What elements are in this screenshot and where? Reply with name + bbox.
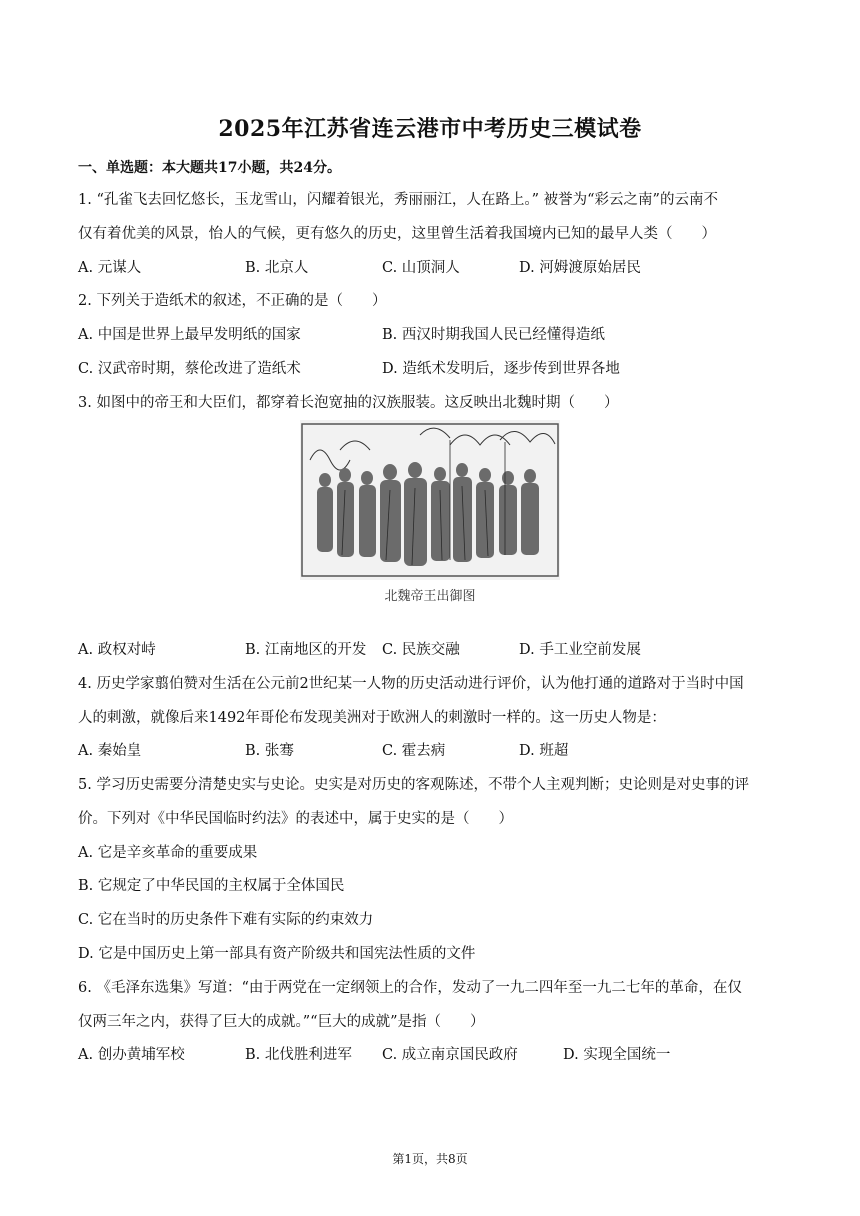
question-3-line-1: 3. 如图中的帝王和大臣们，都穿着长泡宽抽的汉族服装。这反映出北魏时期（ ） [78,395,619,411]
question-4-option-c: C. 霍去病 [382,743,446,759]
question-6-option-c: C. 成立南京国民政府 [382,1047,518,1063]
question-1-option-a: A. 元谋人 [78,260,142,276]
question-4-option-d: D. 班超 [519,743,569,759]
question-6-line-2: 仅两三年之内，获得了巨大的成就。”“巨大的成就”是指（ ） [78,1014,485,1030]
question-3-option-d: D. 手工业空前发展 [519,642,641,658]
question-1-line-1: 1. “孔雀飞去回忆悠长，玉龙雪山，闪耀着银光，秀丽丽江，人在路上。” 被誉为“彩云之南”的云南不 [78,192,718,208]
question-4-option-a: A. 秦始皇 [78,743,142,759]
relief-illustration [300,420,560,610]
question-5-option-b: B. 它规定了中华民国的主权属于全体国民 [78,878,345,894]
question-5-line-1: 5. 学习历史需要分清楚史实与史论。史实是对历史的客观陈述，不带个人主观判断；史论则是对史事的评 [78,777,749,793]
page-title: 2025年江苏省连云港市中考历史三模试卷 [218,116,642,142]
section-heading: 一、单选题：本大题共17小题，共24分。 [78,160,341,176]
question-6-line-1: 6. 《毛泽东选集》写道：“由于两党在一定纲领上的合作，发动了一九二四年至一九二七年的革命，在仅 [78,980,742,996]
question-1-option-d: D. 河姆渡原始居民 [519,260,641,276]
question-5-option-c: C. 它在当时的历史条件下难有实际的约束效力 [78,912,374,928]
question-6-option-d: D. 实现全国统一 [563,1047,671,1063]
question-2-option-c: C. 汉武帝时期，蔡伦改进了造纸术 [78,361,301,377]
page-footer: 第1页，共8页 [392,1152,468,1166]
question-5-option-a: A. 它是辛亥革命的重要成果 [78,845,258,861]
question-2-option-b: B. 西汉时期我国人民已经懂得造纸 [382,327,605,343]
question-3-option-a: A. 政权对峙 [78,642,156,658]
question-4-line-1: 4. 历史学家翦伯赞对生活在公元前2世纪某一人物的历史活动进行评价，认为他打通的道路对于当时中国 [78,676,744,692]
question-3-option-c: C. 民族交融 [382,642,460,658]
question-5-line-2: 价。下列对《中华民国临时约法》的表述中，属于史实的是（ ） [78,811,513,827]
question-1-line-2: 仅有着优美的风景，怡人的气候，更有悠久的历史，这里曾生活着我国境内已知的最早人类（ ） [78,226,716,242]
question-4-line-2: 人的刺激，就像后来1492年哥伦布发现美洲对于欧洲人的刺激时一样的。这一历史人物是： [78,710,666,726]
figure-caption: 北魏帝王出御图 [384,589,476,604]
question-6-option-a: A. 创办黄埔军校 [78,1047,185,1063]
question-2-option-a: A. 中国是世界上最早发明纸的国家 [78,327,301,343]
question-2-option-d: D. 造纸术发明后，逐步传到世界各地 [382,361,620,377]
question-3-option-b: B. 江南地区的开发 [245,642,367,658]
question-1-option-b: B. 北京人 [245,260,309,276]
question-6-option-b: B. 北伐胜利进军 [245,1047,352,1063]
northern-wei-emperor-procession-image [300,420,560,610]
question-5-option-d: D. 它是中国历史上第一部具有资产阶级共和国宪法性质的文件 [78,946,476,962]
question-4-option-b: B. 张骞 [245,743,294,759]
question-1-option-c: C. 山顶洞人 [382,260,460,276]
question-2-line-1: 2. 下列关于造纸术的叙述，不正确的是（ ） [78,293,387,309]
